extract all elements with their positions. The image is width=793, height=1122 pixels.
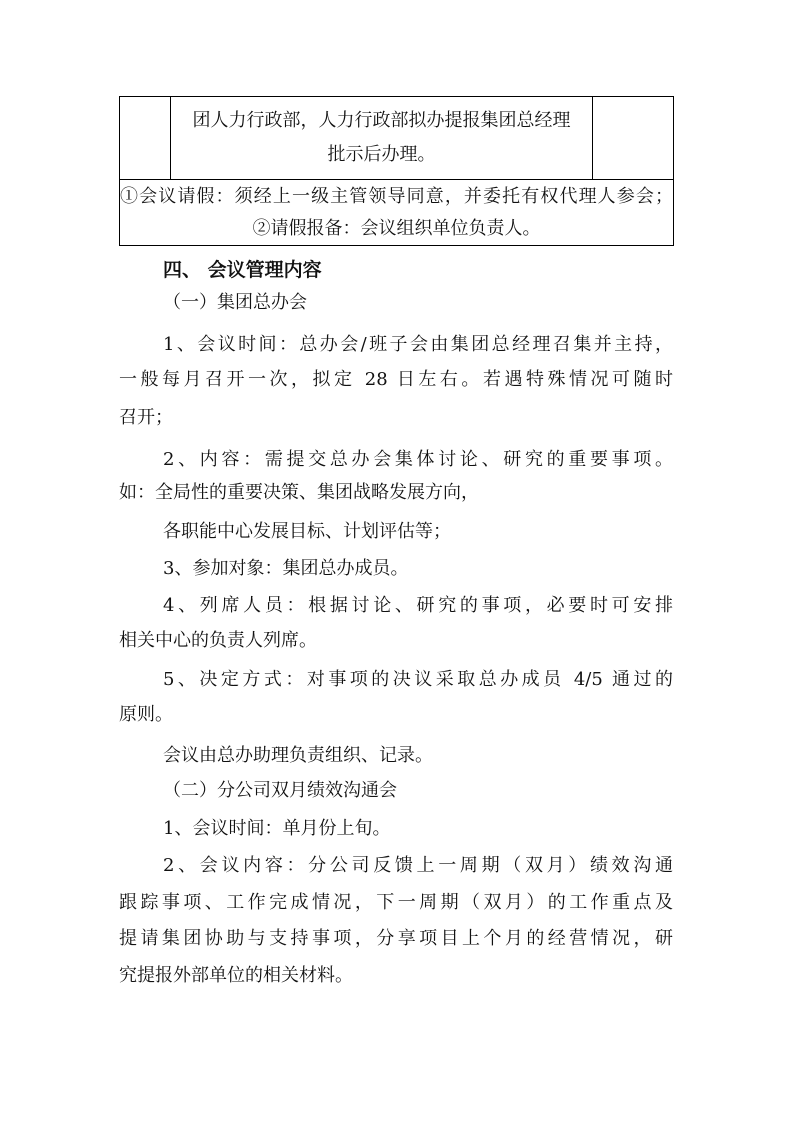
text-line: 究提报外部单位的相关材料。	[119, 965, 353, 986]
text-line: 5、决定方式：对事项的决议采取总办成员 4/5 通过的	[163, 669, 673, 690]
text-line: 2、内容：需提交总办会集体讨论、研究的重要事项。	[163, 449, 673, 470]
text-line: 提请集团协助与支持事项，分享项目上个月的经营情况，研	[119, 928, 673, 949]
text-line: 召开；	[119, 407, 173, 428]
section-heading: 四、 会议管理内容	[163, 259, 322, 281]
cell-line: ①会议请假：须经上一级主管领导同意，并委托有权代理人参会；	[120, 185, 673, 207]
cell-line: ②请假报备：会议组织单位负责人。	[252, 217, 541, 239]
cell-line: 团人力行政部，人力行政部拟办提报集团总经理	[192, 110, 571, 131]
text-line: 如：全局性的重要决策、集团战略发展方向，	[119, 482, 479, 503]
subheading: （一）集团总办会	[163, 292, 307, 313]
subheading: （二）分公司双月绩效沟通会	[163, 780, 397, 801]
text-line: 4、列席人员：根据讨论、研究的事项，必要时可安排	[163, 595, 673, 616]
table-cell-leave	[120, 180, 674, 246]
table-cell-empty	[593, 97, 674, 180]
text-line: 会议由总办助理负责组织、记录。	[163, 745, 433, 766]
text-line: 相关中心的负责人列席。	[119, 630, 317, 651]
text-line: 1、会议时间：总办会/班子会由集团总经理召集并主持，	[163, 334, 673, 355]
table-cell-empty	[120, 97, 171, 180]
text-line: 跟踪事项、工作完成情况，下一周期（双月）的工作重点及	[119, 892, 673, 913]
meeting-table	[119, 96, 674, 246]
text-line: 各职能中心发展目标、计划评估等；	[163, 521, 451, 542]
text-line: 3、参加对象：集团总办成员。	[163, 558, 409, 579]
text-line: 一般每月召开一次，拟定 28 日左右。若遇特殊情况可随时	[119, 369, 673, 390]
cell-line: 批示后办理。	[327, 144, 436, 165]
table-cell-content	[171, 97, 593, 180]
text-line: 2、会议内容：分公司反馈上一周期（双月）绩效沟通	[163, 855, 673, 876]
text-line: 1、会议时间：单月份上旬。	[163, 818, 391, 839]
text-line: 原则。	[119, 704, 173, 725]
